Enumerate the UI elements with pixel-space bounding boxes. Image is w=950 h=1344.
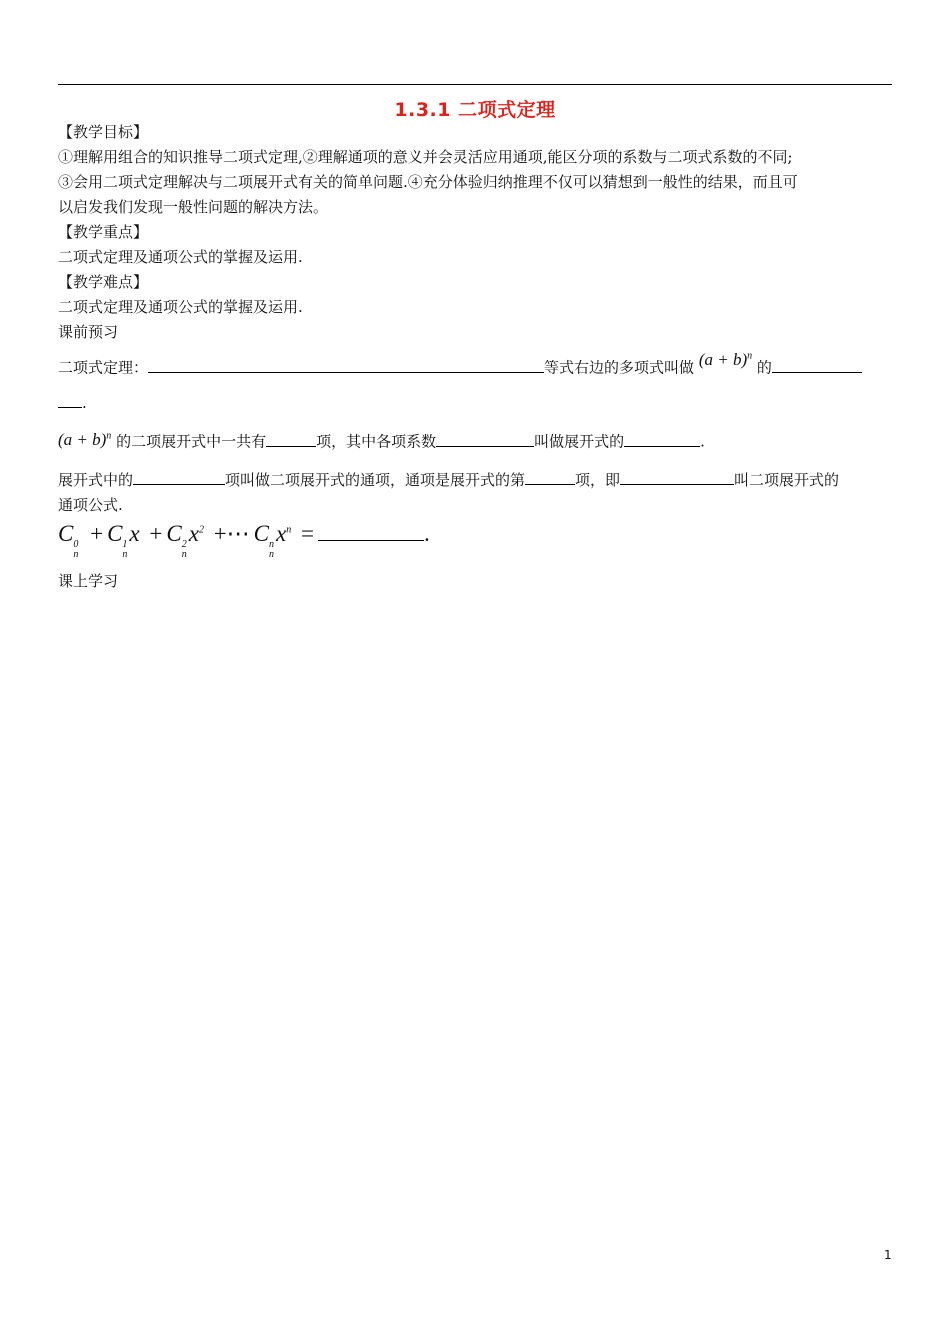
preview-question-1 xyxy=(58,349,862,379)
q2-text-1: 的二项展开式中一共有 xyxy=(116,432,267,451)
q1-mid: 等式右边的多项式叫做 xyxy=(544,358,695,377)
key-text: 二项式定理及通项公式的掌握及运用. xyxy=(58,248,303,266)
q2-end: . xyxy=(700,432,705,451)
goals-heading: 【教学目标】 xyxy=(58,123,149,141)
preview-question-2 xyxy=(58,427,705,453)
q3-text-1: 展开式中的 xyxy=(58,471,134,489)
binomial-text-2: (a + b) xyxy=(58,429,107,449)
preview-question-3 xyxy=(58,469,839,491)
q2-text-3: 叫做展开式的 xyxy=(534,432,625,451)
q3-text-3: 项，即 xyxy=(575,471,621,489)
goals-line-1: ①理解用组合的知识推导二项式定理,②理解通项的意义并会灵活应用通项,能区分项的系数与二项式系数的不同; xyxy=(58,148,793,166)
goals-line-2: ③会用二项式定理解决与二项展开式有关的简单问题.④充分体验归纳推理不仅可以猜想到一般性的结果，而且可 xyxy=(58,173,798,191)
page-number: 1 xyxy=(884,1248,892,1262)
combination-sum-formula: C 0 n + C 1 n x + C 2 n $x^2$ +⋯ C n n $x^n$ = . xyxy=(58,521,430,560)
preview-heading: 课前预习 xyxy=(58,323,119,341)
q3-text-4: 叫二项展开式的 xyxy=(734,471,840,489)
q3-text-2: 项叫做二项展开式的通项，通项是展开式的第 xyxy=(225,471,526,489)
q2-text-2: 项，其中各项系数 xyxy=(316,432,437,451)
q3-blank-index[interactable] xyxy=(525,470,575,485)
binomial-expression-2 xyxy=(58,430,111,449)
q1-blank-name[interactable] xyxy=(772,358,862,373)
page-title: 1.3.1 二项式定理 xyxy=(394,99,556,121)
q1-suffix: 的 xyxy=(756,358,772,377)
header-rule xyxy=(58,84,892,85)
q1-blank-theorem[interactable] xyxy=(148,358,544,373)
q2-blank-count[interactable] xyxy=(266,432,316,447)
q3-blank-term[interactable] xyxy=(133,470,225,485)
goals-line-3: 以启发我们发现一般性问题的解决方法。 xyxy=(58,198,329,216)
binomial-exponent-2: n xyxy=(106,430,112,441)
q1-prefix: 二项式定理： xyxy=(58,358,149,377)
formula-end: . xyxy=(423,521,430,546)
q1-blank-name-cont[interactable] xyxy=(58,393,82,408)
difficult-text: 二项式定理及通项公式的掌握及运用. xyxy=(58,298,303,316)
binomial-exponent: n xyxy=(747,350,753,361)
key-heading: 【教学重点】 xyxy=(58,223,149,241)
class-heading: 课上学习 xyxy=(58,572,119,590)
q2-blank-name[interactable] xyxy=(624,432,700,447)
formula-blank[interactable] xyxy=(318,520,424,541)
preview-question-1-cont xyxy=(58,392,87,414)
q1-end: . xyxy=(82,394,87,412)
q2-blank-coefficient[interactable] xyxy=(436,432,534,447)
q3-blank-formula[interactable] xyxy=(620,470,734,485)
binomial-text: (a + b) xyxy=(698,349,748,369)
difficult-heading: 【教学难点】 xyxy=(58,273,149,291)
binomial-expression xyxy=(699,350,752,369)
preview-question-3-cont: 通项公式. xyxy=(58,496,123,514)
